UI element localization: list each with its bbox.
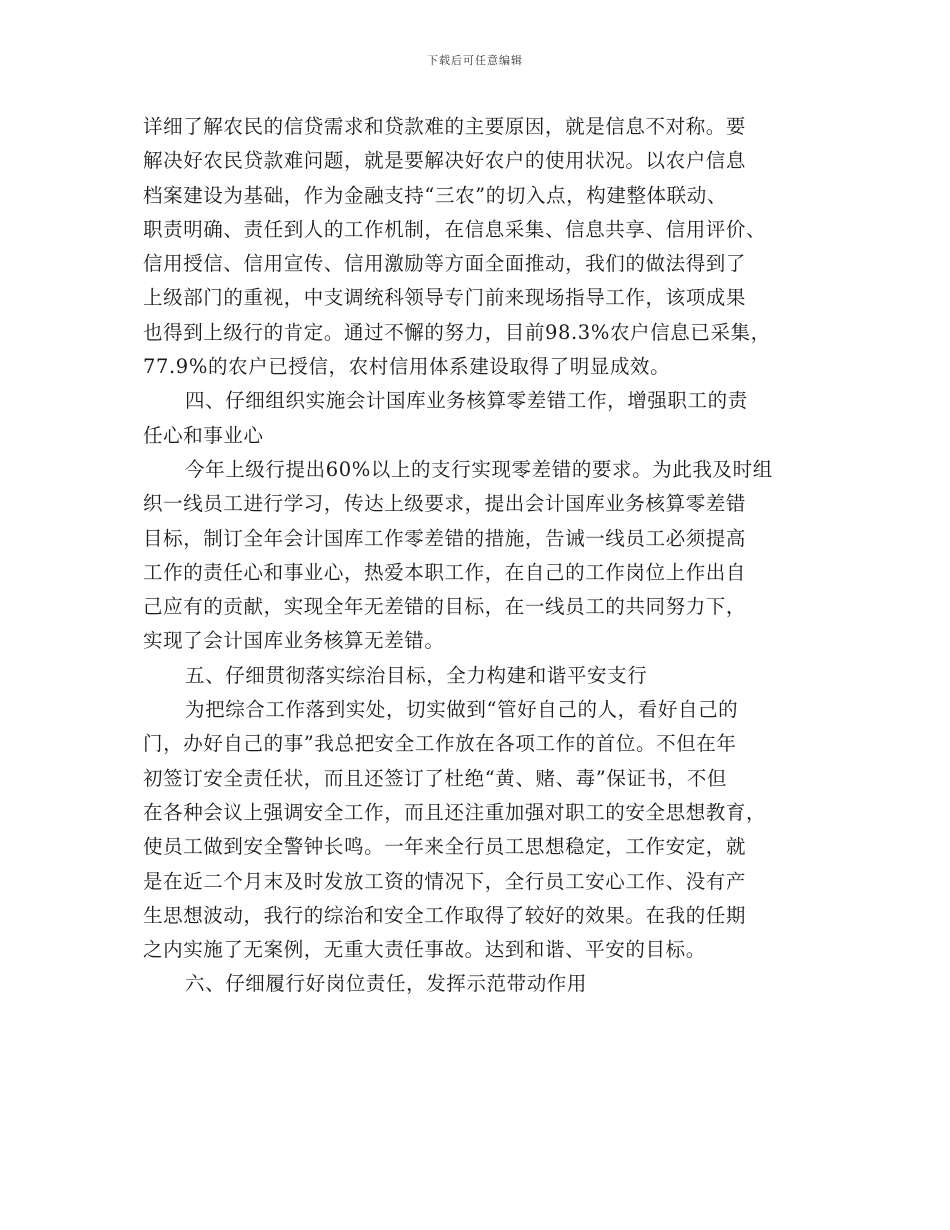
section-heading-4: 四、仔细组织实施会计国库业务核算零差错工作，增强职工的责	[185, 389, 748, 413]
text-line: 织一线员工进行学习，传达上级要求，提出会计国库业务核算零差错	[143, 492, 747, 516]
text-line: 信用授信、信用宣传、信用激励等方面全面推动，我们的做法得到了	[143, 252, 747, 276]
text-line: 77.9%的农户已授信，农村信用体系建设取得了明显成效。	[143, 355, 671, 379]
text-line: 之内实施了无案例，无重大责任事故。达到和谐、平安的目标。	[143, 938, 706, 962]
text-line: 目标，制订全年会计国库工作零差错的措施，告诫一线员工必须提高	[143, 526, 747, 550]
text-line: 详细了解农民的信贷需求和贷款难的主要原因，就是信息不对称。要	[143, 115, 747, 138]
text-line: 是在近二个月末及时发放工资的情况下，全行员工安心工作、没有产	[143, 869, 747, 893]
text-line: 己应有的贡献，实现全年无差错的目标，在一线员工的共同努力下，	[143, 595, 747, 619]
text-line: 生思想波动，我行的综治和安全工作取得了较好的效果。在我的任期	[143, 903, 747, 927]
text-line: 初签订安全责任状，而且还签订了杜绝“黄、赌、毒”保证书，不但	[143, 766, 727, 790]
section-heading-4-cont: 任心和事业心	[143, 423, 264, 447]
text-line: 也得到上级行的肯定。通过不懈的努力，目前98.3%农户信息已采集，	[143, 320, 771, 344]
text-line: 今年上级行提出60%以上的支行实现零差错的要求。为此我及时组	[185, 457, 773, 481]
document-body	[143, 110, 808, 1002]
text-line: 门，办好自己的事”我总把安全工作放在各项工作的首位。不但在年	[143, 732, 737, 756]
text-line: 实现了会计国库业务核算无差错。	[143, 629, 445, 653]
section-heading-6: 六、仔细履行好岗位责任，发挥示范带动作用	[185, 972, 588, 996]
text-line: 解决好农民贷款难问题，就是要解决好农户的使用状况。以农户信息	[143, 149, 747, 173]
text-line: 上级部门的重视，中支调统科领导专门前来现场指导工作，该项成果	[143, 286, 747, 310]
text-line: 使员工做到安全警钟长鸣。一年来全行员工思想稳定，工作安定，就	[143, 835, 747, 859]
text-line: 职责明确、责任到人的工作机制，在信息采集、信息共享、信用评价、	[143, 217, 767, 241]
page-header: 下载后可任意编辑	[427, 54, 523, 67]
text-line: 工作的责任心和事业心，热爱本职工作，在自己的工作岗位上作出自	[143, 560, 747, 584]
text-line: 档案建设为基础，作为金融支持“三农”的切入点，构建整体联动、	[143, 183, 727, 207]
section-heading-5: 五、仔细贯彻落实综治目标，全力构建和谐平安支行	[185, 663, 648, 687]
text-line: 为把综合工作落到实处，切实做到“管好自己的人，看好自己的	[185, 698, 739, 722]
text-line: 在各种会议上强调安全工作，而且还注重加强对职工的安全思想教育，	[143, 800, 767, 824]
